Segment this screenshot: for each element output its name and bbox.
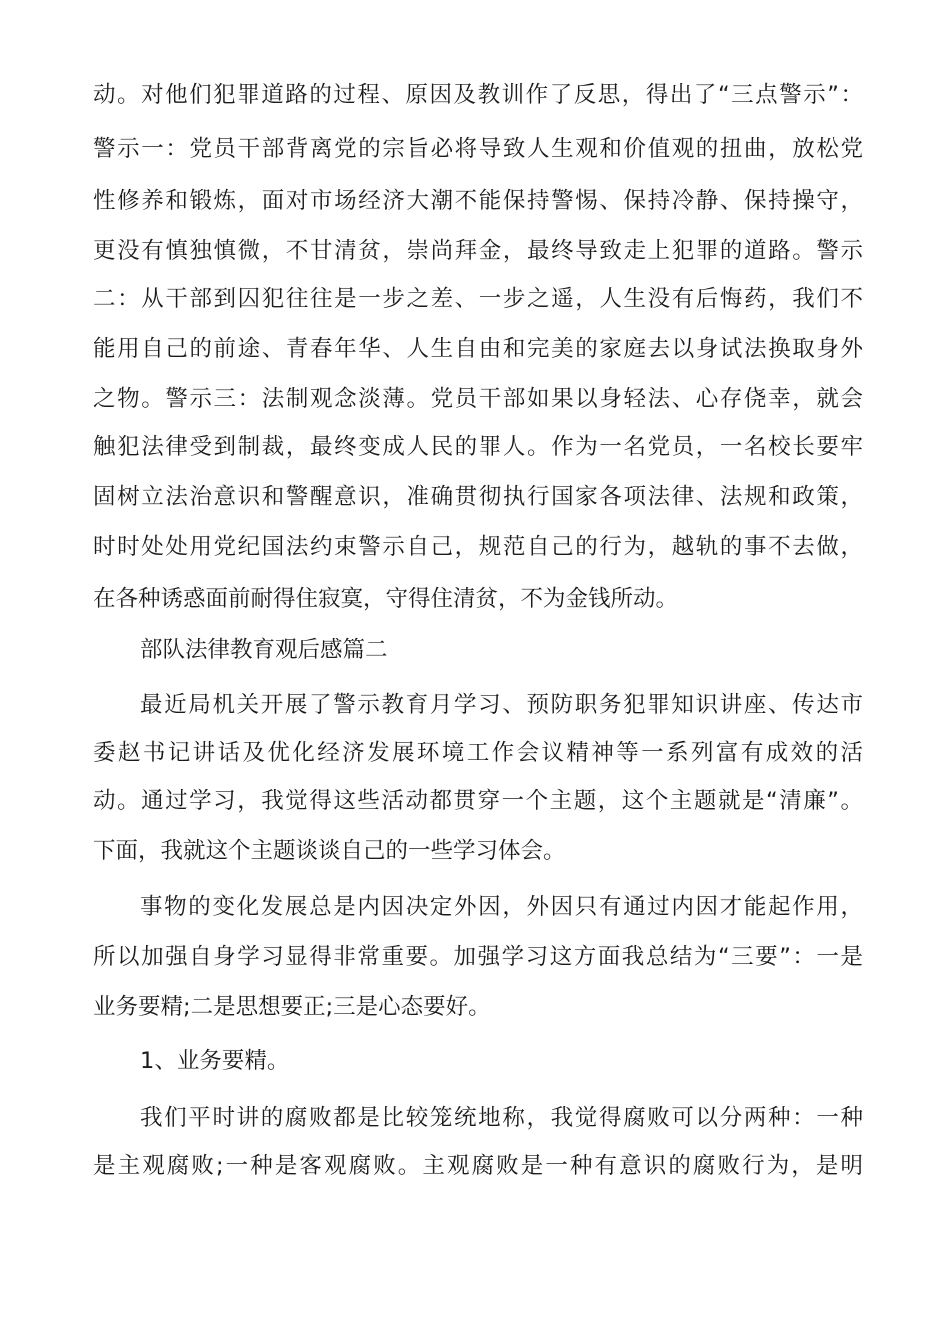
text-line: 是主观腐败;一种是客观腐败。主观腐败是一种有意识的腐败行为，是明	[93, 1153, 863, 1179]
text-line: 所以加强自身学习显得非常重要。加强学习这方面我总结为“三要”：一是	[93, 944, 863, 970]
text-line: 最近局机关开展了警示教育月学习、预防职务犯罪知识讲座、传达市	[140, 692, 863, 718]
text-line: 触犯法律受到制裁，最终变成人民的罪人。作为一名党员，一名校长要牢	[93, 434, 863, 460]
text-line: 更没有慎独慎微，不甘清贫，崇尚拜金，最终导致走上犯罪的道路。警示	[93, 238, 863, 264]
text-line: 我们平时讲的腐败都是比较笼统地称，我觉得腐败可以分两种：一种	[140, 1105, 863, 1131]
text-line: 业务要精;二是思想要正;三是心态要好。	[93, 994, 491, 1020]
text-line: 动。通过学习，我觉得这些活动都贯穿一个主题，这个主题就是“清廉”。	[93, 788, 863, 814]
text-line: 性修养和锻炼，面对市场经济大潮不能保持警惕、保持冷静、保持操守，	[93, 188, 863, 214]
text-line: 警示一：党员干部背离党的宗旨必将导致人生观和价值观的扭曲，放松党	[93, 136, 863, 162]
text-line: 二：从干部到囚犯往往是一步之差、一步之遥，人生没有后悔药，我们不	[93, 286, 863, 312]
section-heading: 部队法律教育观后感篇二	[140, 637, 388, 663]
text-line: 在各种诱惑面前耐得住寂寞，守得住清贫，不为金钱所动。	[93, 586, 679, 612]
text-line: 能用自己的前途、青春年华、人生自由和完美的家庭去以身试法换取身外	[93, 336, 863, 362]
text-line: 事物的变化发展总是内因决定外因，外因只有通过内因才能起作用，	[140, 894, 863, 920]
text-line: 时时处处用党纪国法约束警示自己，规范自己的行为，越轨的事不去做，	[93, 534, 863, 560]
text-line: 委赵书记讲话及优化经济发展环境工作会议精神等一系列富有成效的活	[93, 740, 863, 766]
text-line: 动。对他们犯罪道路的过程、原因及教训作了反思，得出了“三点警示”：	[93, 82, 863, 108]
text-line: 下面，我就这个主题谈谈自己的一些学习体会。	[93, 838, 566, 864]
numbered-heading: 1、业务要精。	[140, 1048, 290, 1074]
text-line: 之物。警示三：法制观念淡薄。党员干部如果以身轻法、心存侥幸，就会	[93, 386, 863, 412]
text-line: 固树立法治意识和警醒意识，准确贯彻执行国家各项法律、法规和政策，	[93, 484, 863, 510]
